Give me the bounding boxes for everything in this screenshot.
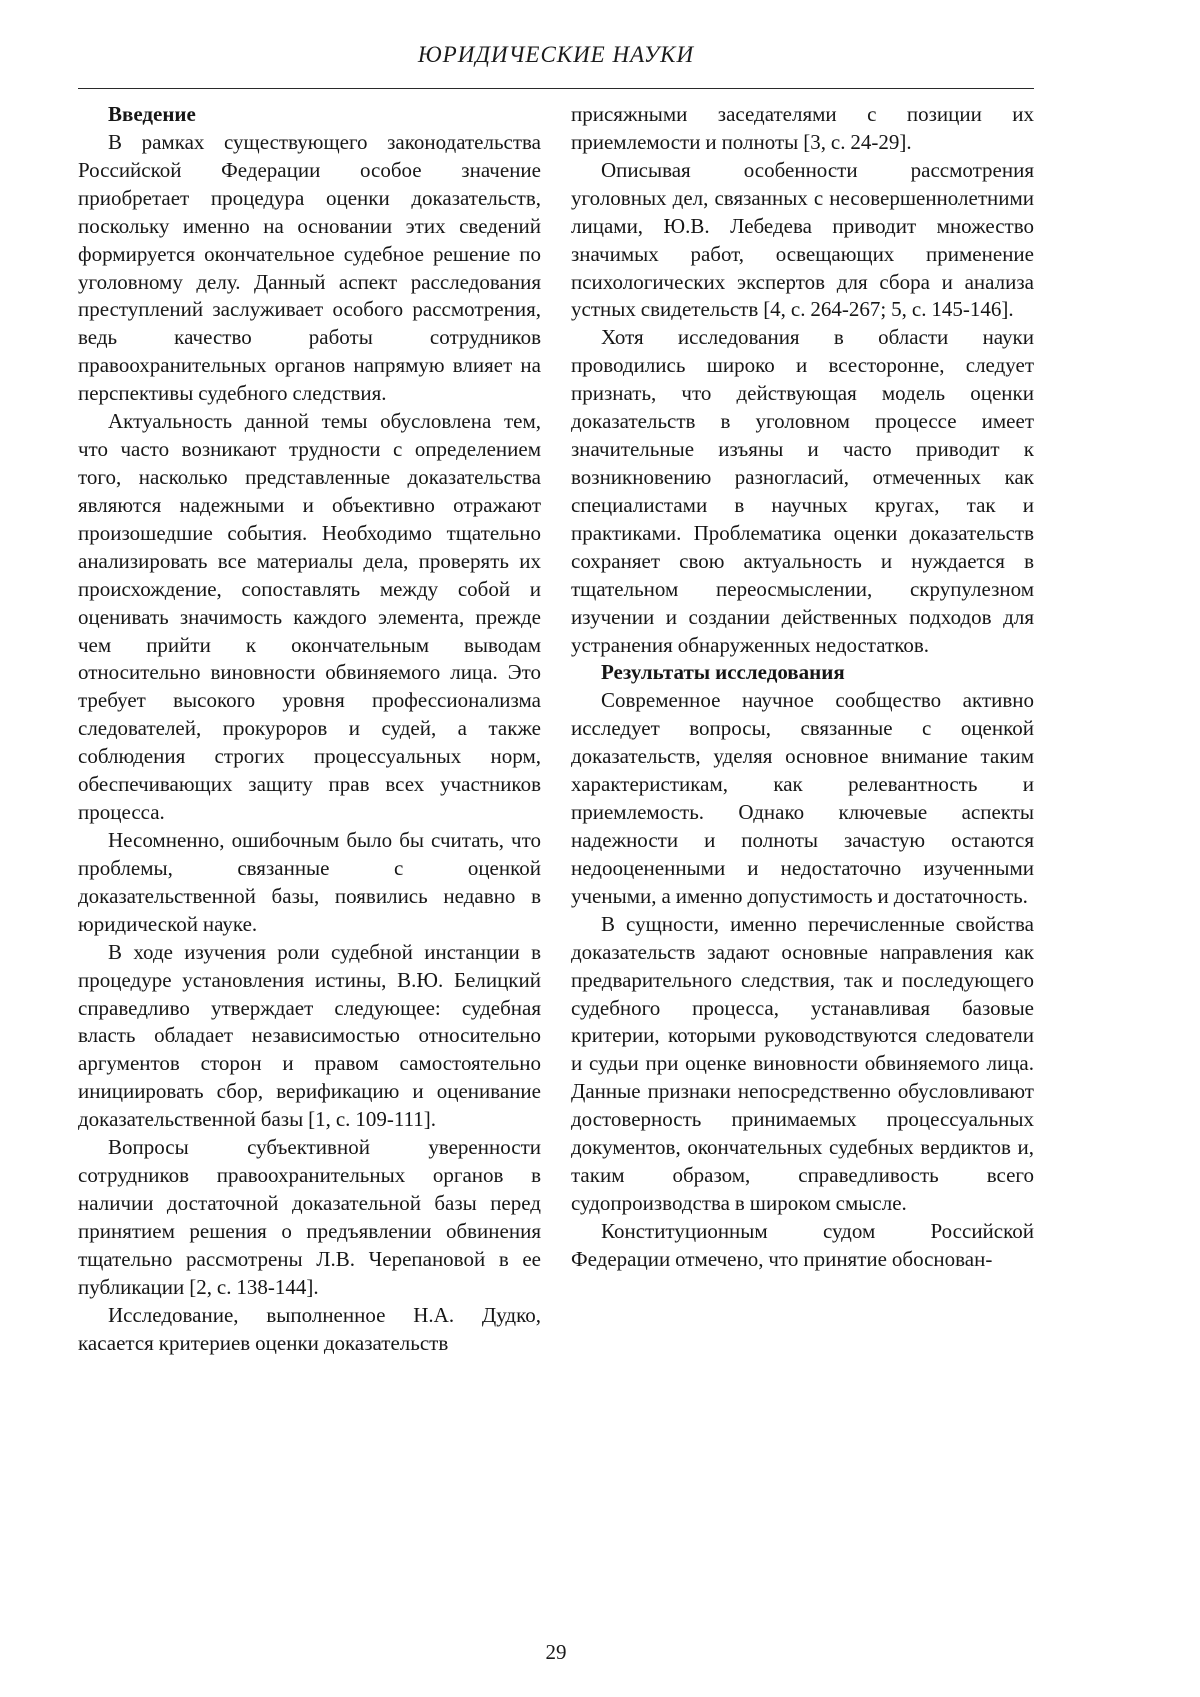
paragraph: Вопросы субъективной уверенности сотрудников правоохранительных органов в наличии достаточной доказательной базы перед принятием решения о предъявлении обвинения тщательно рассмотрены Л.В. Черепановой в ее публикации [2, с. 138-144].: [78, 1135, 541, 1299]
running-header: ЮРИДИЧЕСКИЕ НАУКИ: [417, 42, 695, 67]
paragraph-continuation: присяжными заседателями с позиции их приемлемости и полноты [3, с. 24-29].: [571, 102, 1034, 154]
paragraph: Хотя исследования в области науки проводились широко и всесторонне, следует признать, что действующая модель оценки доказательств в уголовном процессе имеет значительные изъяны и часто приводит к возникновению разногласий, отмеченных как специалистами в научных кругах, так и практиками. Проблематика оценки доказательств сохраняет свою актуальность и нуждается в тщательном переосмыслении, скрупулезном изучении и создании действенных подходов для устранения обнаруженных недостатков.: [571, 325, 1034, 657]
page-number: 29: [545, 1640, 567, 1664]
section-heading-introduction: Введение: [108, 102, 196, 126]
text-columns: [78, 101, 1034, 1357]
paragraph: Исследование, выполненное Н.А. Дудко, касается критериев оценки доказательств: [78, 1302, 541, 1355]
section-heading-results: Результаты исследования: [601, 660, 845, 685]
header-rule: [78, 88, 1034, 89]
right-column: [571, 101, 1034, 1357]
paragraph: В сущности, именно перечисленные свойства доказательств задают основные направления как предварительного следствия, так и последующего судебного процесса, устанавливая базовые критерии, которыми руководствуются следователи и судьи при оценке виновности обвиняемого лица. Данные признаки непосредственно обусловливают достоверность принимаемых процессуальных документов, окончательных судебных вердиктов и, таким образом, справедливость всего судопроизводства в широком смысле.: [571, 911, 1034, 1215]
paragraph: Современное научное сообщество активно исследует вопросы, связанные с оценкой доказательств, уделяя основное внимание таким характеристикам, как релевантность и приемлемость. Однако ключевые аспекты надежности и полноты зачастую остаются недооцененными и недостаточно изученными учеными, а именно допустимость и достаточность.: [571, 688, 1034, 908]
paragraph: В ходе изучения роли судебной инстанции в процедуре установления истины, В.Ю. Белицкий справедливо утверждает следующее: судебная власть обладает независимостью относительно аргументов сторон и правом самостоятельно инициировать сбор, верификацию и оценивание доказательственной базы [1, с. 109-111].: [78, 939, 541, 1132]
paragraph: Актуальность данной темы обусловлена тем, что часто возникают трудности с определением того, насколько представленные доказательства являются надежными и объективно отражают произошедшие события. Необходимо тщательно анализировать все материалы дела, проверять их происхождение, сопоставлять между собой и оценивать значимость каждого элемента, прежде чем прийти к окончательным выводам относительно виновности обвиняемого лица. Это требует высокого уровня профессионализма следователей, прокуроров и судей, а также соблюдения строгих процессуальных норм, обеспечивающих защиту прав всех участников процесса.: [78, 409, 541, 825]
paragraph: Несомненно, ошибочным было бы считать, что проблемы, связанные с оценкой доказательственной базы, появились недавно в юридической науке.: [78, 827, 541, 936]
paragraph: В рамках существующего законодательства Российской Федерации особое значение приобретает процедура оценки доказательств, поскольку именно на основании этих сведений формируется окончательное судебное решение по уголовному делу. Данный аспект расследования преступлений заслуживает особого рассмотрения, ведь качество работы сотрудников правоохранительных органов напрямую влияет на перспективы судебного следствия.: [78, 129, 541, 406]
left-column: [78, 101, 541, 1357]
paragraph: Конституционным судом Российской Федерации отмечено, что принятие обоснован-: [571, 1218, 1034, 1271]
paragraph: Описывая особенности рассмотрения уголовных дел, связанных с несовершеннолетними лицами, Ю.В. Лебедева приводит множество значимых работ, освещающих применение психологических экспертов для сбора и анализа устных свидетельств [4, с. 264-267; 5, с. 145-146].: [571, 157, 1034, 322]
